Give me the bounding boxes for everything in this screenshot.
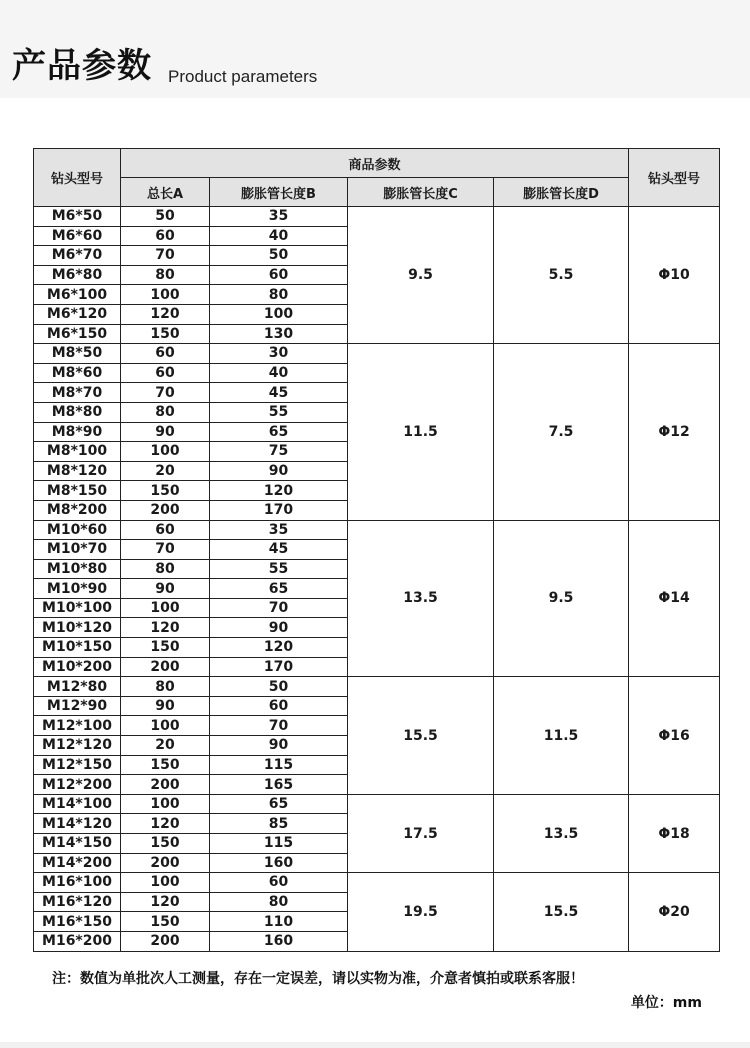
header-product-params: 商品参数 [121,149,629,178]
cell-tube-length-b: 160 [210,853,348,873]
cell-tube-length-b: 45 [210,383,348,403]
cell-drill-model: M14*120 [34,814,121,834]
cell-tube-length-b: 40 [210,363,348,383]
cell-drill-model: M6*100 [34,285,121,305]
cell-drill-model: M8*50 [34,344,121,364]
cell-drill-model: M6*50 [34,207,121,227]
cell-total-length: 20 [121,736,210,756]
header-tube-length-c: 膨胀管长度C [348,178,494,207]
cell-drill-model: M10*80 [34,559,121,579]
cell-tube-length-b: 90 [210,461,348,481]
cell-drill-model: M14*150 [34,834,121,854]
product-parameters-table [33,148,720,952]
cell-total-length: 150 [121,324,210,344]
cell-total-length: 200 [121,931,210,951]
cell-total-length: 200 [121,500,210,520]
cell-total-length: 60 [121,226,210,246]
cell-tube-length-b: 170 [210,657,348,677]
cell-tube-length-b: 70 [210,716,348,736]
cell-drill-model: M12*90 [34,696,121,716]
cell-total-length: 100 [121,873,210,893]
cell-tube-length-b: 165 [210,775,348,795]
cell-tube-length-b: 55 [210,402,348,422]
cell-drill-model: M6*70 [34,246,121,266]
cell-total-length: 200 [121,775,210,795]
cell-tube-length-b: 100 [210,304,348,324]
cell-drill-model: M8*200 [34,500,121,520]
cell-tube-length-d: 13.5 [494,794,629,872]
cell-drill-size: Φ16 [629,677,720,795]
cell-drill-model: M12*100 [34,716,121,736]
cell-total-length: 100 [121,598,210,618]
cell-total-length: 100 [121,794,210,814]
cell-drill-model: M8*80 [34,402,121,422]
cell-total-length: 150 [121,638,210,658]
cell-tube-length-b: 50 [210,246,348,266]
header-tube-length-d: 膨胀管长度D [494,178,629,207]
header-drill-model-right: 钻头型号 [629,149,720,207]
header-total-length: 总长A [121,178,210,207]
cell-tube-length-b: 30 [210,344,348,364]
cell-total-length: 200 [121,657,210,677]
cell-total-length: 80 [121,677,210,697]
cell-total-length: 90 [121,579,210,599]
cell-total-length: 150 [121,481,210,501]
cell-drill-model: M10*90 [34,579,121,599]
cell-tube-length-b: 50 [210,677,348,697]
footer-strip [0,1042,750,1048]
cell-drill-model: M6*80 [34,265,121,285]
cell-drill-model: M16*150 [34,912,121,932]
cell-total-length: 70 [121,246,210,266]
cell-drill-model: M10*120 [34,618,121,638]
header-drill-model: 钻头型号 [34,149,121,207]
cell-drill-model: M16*120 [34,892,121,912]
cell-drill-model: M12*200 [34,775,121,795]
cell-tube-length-b: 170 [210,500,348,520]
page-title: 产品参数 [12,46,152,86]
cell-drill-model: M10*150 [34,638,121,658]
cell-drill-size: Φ20 [629,873,720,951]
cell-total-length: 100 [121,285,210,305]
cell-tube-length-b: 35 [210,520,348,540]
cell-total-length: 90 [121,696,210,716]
cell-total-length: 120 [121,618,210,638]
cell-drill-model: M8*150 [34,481,121,501]
cell-tube-length-d: 5.5 [494,207,629,344]
cell-total-length: 60 [121,520,210,540]
table-row [34,677,720,697]
cell-drill-model: M10*100 [34,598,121,618]
cell-tube-length-d: 11.5 [494,677,629,795]
cell-total-length: 60 [121,344,210,364]
table-row [34,520,720,540]
cell-drill-model: M8*90 [34,422,121,442]
disclaimer-note: 注：数值为单批次人工测量，存在一定误差，请以实物为准，介意者慎拍或联系客服！ [52,971,584,987]
cell-tube-length-b: 60 [210,873,348,893]
cell-tube-length-b: 80 [210,285,348,305]
cell-total-length: 150 [121,755,210,775]
cell-total-length: 50 [121,207,210,227]
header-tube-length-b: 膨胀管长度B [210,178,348,207]
cell-total-length: 70 [121,540,210,560]
cell-drill-model: M16*100 [34,873,121,893]
cell-drill-model: M10*200 [34,657,121,677]
cell-tube-length-c: 11.5 [348,344,494,520]
cell-tube-length-b: 120 [210,638,348,658]
cell-total-length: 80 [121,402,210,422]
page-subtitle: Product parameters [168,67,318,86]
cell-tube-length-b: 45 [210,540,348,560]
cell-drill-model: M12*80 [34,677,121,697]
cell-drill-size: Φ14 [629,520,720,677]
cell-drill-model: M6*120 [34,304,121,324]
cell-drill-model: M12*120 [34,736,121,756]
cell-drill-model: M16*200 [34,931,121,951]
cell-drill-size: Φ18 [629,794,720,872]
cell-drill-model: M14*200 [34,853,121,873]
cell-tube-length-b: 90 [210,618,348,638]
cell-drill-size: Φ12 [629,344,720,520]
cell-drill-model: M6*60 [34,226,121,246]
cell-tube-length-b: 60 [210,265,348,285]
cell-total-length: 150 [121,834,210,854]
cell-drill-model: M8*70 [34,383,121,403]
cell-total-length: 100 [121,442,210,462]
cell-tube-length-c: 13.5 [348,520,494,677]
cell-drill-model: M10*60 [34,520,121,540]
cell-total-length: 60 [121,363,210,383]
cell-tube-length-b: 35 [210,207,348,227]
cell-drill-model: M8*100 [34,442,121,462]
cell-tube-length-b: 75 [210,442,348,462]
cell-tube-length-b: 65 [210,794,348,814]
cell-drill-model: M12*150 [34,755,121,775]
cell-tube-length-b: 120 [210,481,348,501]
cell-drill-model: M6*150 [34,324,121,344]
cell-tube-length-c: 19.5 [348,873,494,951]
cell-tube-length-d: 9.5 [494,520,629,677]
cell-tube-length-b: 130 [210,324,348,344]
cell-total-length: 120 [121,304,210,324]
cell-total-length: 120 [121,814,210,834]
table-row [34,207,720,227]
cell-tube-length-b: 90 [210,736,348,756]
cell-drill-model: M10*70 [34,540,121,560]
cell-drill-model: M8*60 [34,363,121,383]
table-row [34,344,720,364]
cell-tube-length-b: 85 [210,814,348,834]
cell-tube-length-d: 7.5 [494,344,629,520]
cell-tube-length-b: 60 [210,696,348,716]
cell-total-length: 120 [121,892,210,912]
cell-tube-length-b: 115 [210,834,348,854]
cell-tube-length-c: 15.5 [348,677,494,795]
cell-tube-length-c: 9.5 [348,207,494,344]
table-body [34,207,720,952]
cell-tube-length-b: 65 [210,579,348,599]
cell-tube-length-b: 80 [210,892,348,912]
unit-label: 单位：mm [630,995,702,1011]
cell-tube-length-b: 70 [210,598,348,618]
table-row [34,873,720,893]
cell-tube-length-c: 17.5 [348,794,494,872]
cell-tube-length-d: 15.5 [494,873,629,951]
cell-total-length: 100 [121,716,210,736]
cell-drill-model: M14*100 [34,794,121,814]
cell-total-length: 80 [121,265,210,285]
cell-tube-length-b: 55 [210,559,348,579]
cell-total-length: 70 [121,383,210,403]
cell-tube-length-b: 160 [210,931,348,951]
cell-total-length: 90 [121,422,210,442]
cell-drill-model: M8*120 [34,461,121,481]
cell-total-length: 200 [121,853,210,873]
cell-drill-size: Φ10 [629,207,720,344]
header-banner [0,0,750,98]
cell-total-length: 20 [121,461,210,481]
cell-tube-length-b: 110 [210,912,348,932]
table-row [34,794,720,814]
cell-tube-length-b: 115 [210,755,348,775]
cell-tube-length-b: 40 [210,226,348,246]
cell-tube-length-b: 65 [210,422,348,442]
cell-total-length: 150 [121,912,210,932]
cell-total-length: 80 [121,559,210,579]
